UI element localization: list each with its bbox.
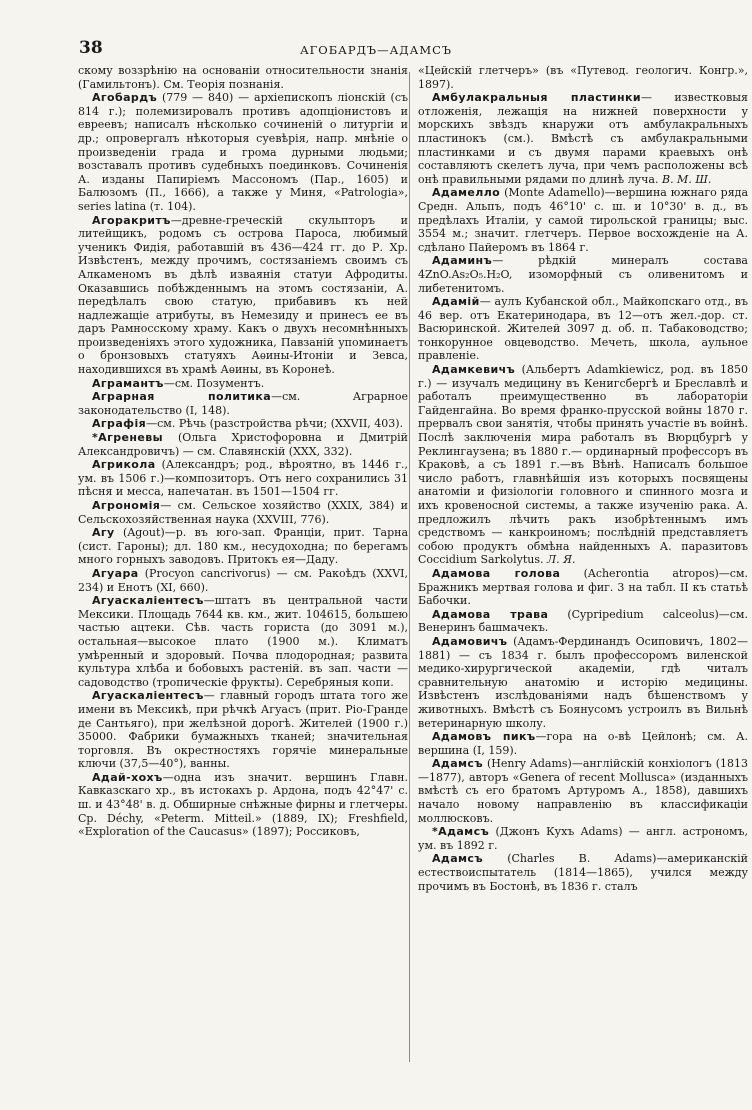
entry-headword: Агуаскаліентесъ — [92, 689, 204, 703]
entry-headword: Агобардъ — [92, 91, 158, 105]
entry-headword: Агрикола — [92, 458, 156, 472]
entry-headword: Агрономія — [92, 499, 161, 512]
dictionary-entry: Адамовъ пикъ—гора на о-вѣ Цейлонѣ; см. А. вершина (I, 159). — [418, 730, 749, 757]
entry-headword: Адамсъ — [432, 757, 483, 771]
entry-headword: Адамовичъ — [432, 634, 508, 648]
dictionary-entry: Адамова голова (Acherontia atropos)—см. Бражникъ мертвая голова и фиг. 3 на табл. II къ статьѣ Бабочки. — [418, 566, 748, 608]
entry-headword: Адамелло — [432, 186, 501, 200]
dictionary-entry: Агуара (Procyon cancrivorus) — см. Ракоѣдъ (XXVI, 234) и Енотъ (XI, 660). — [78, 566, 408, 594]
dictionary-entry: Адамсъ (Henry Adams)—англійскій конхіологъ (1813—1877), авторъ «Genera of recent Mollusca» (изданныхъ вмѣстѣ съ его братомъ Артуромъ А., 1858), давшихъ начало новому направленію въ классификаціи моллюсковъ. — [418, 757, 748, 825]
entry-headword: Агу — [92, 526, 115, 540]
entry-headword: Адамова трава — [432, 607, 549, 621]
entry-headword: Адаминъ — [432, 254, 493, 268]
entry-headword: Агуаскаліентесъ — [92, 594, 204, 608]
dictionary-entry: Агобардъ (779 — 840) — архіепископъ ліонскій (съ 814 г.); полемизировалъ противъ адопціонистовъ и евреевъ; написалъ нѣсколько сочиненій о литургіи и др.; опровергалъ нѣкоторыя суевѣрія, напр. мнѣніе о произведеніи града и грома дурными людьми; возставалъ противъ судебныхъ поединковъ. Сочиненія А. изданы Папиріемъ Массономъ (Пар., 1605) и Балюзомъ (П., 1666), а также у Миня, «Patrologia», series latina (т. 104). — [78, 91, 408, 213]
dictionary-entry: Агрономія— см. Сельское хозяйство (XXIX, 384) и Сельскохозяйственная наука (XXVIII, 776). — [78, 499, 408, 526]
right-column — [418, 64, 748, 893]
running-title: АГОБАРДЪ—АДАМСЪ — [299, 43, 453, 57]
dictionary-entry: Агоракритъ—древне-греческій скульпторъ и литейщикъ, родомъ съ острова Пароса, любимый ученикъ Фидія, работавшій въ 436—424 гг. до Р. Хр. Извѣстенъ, между прочимъ, состязаніемъ своимъ съ Алкаменомъ въ дѣлѣ изваянія статуи Афродиты. Оказавшись побѣжденнымъ на этомъ состязаніи, А. передѣлалъ свою статую, прибавивъ къ ней надлежащіе атрибуты, въ Немезиду и принесъ ее въ даръ Рамносскому храму. Какъ о двухъ несомнѣнныхъ произведеніяхъ этого художника, Павзаній упоминаетъ о бронзовыхъ статуяхъ Аѳины-Итоніи и Зевса, находившихся въ храмѣ Аѳины, въ Коронеѣ. — [78, 213, 408, 377]
entry-headword: Агуара — [92, 566, 139, 580]
entry-headword: Агоракритъ — [92, 213, 171, 227]
entry-headword: Амбулакральныя пластинки — [432, 91, 641, 105]
dictionary-entry: *Адамсъ (Джонъ Кухъ Adams) — англ. астрономъ, ум. въ 1892 г. — [418, 825, 749, 852]
dictionary-entry: «Цейскій глетчеръ» (въ «Путевод. геологич. Конгр.», 1897). — [418, 64, 748, 91]
entry-headword: Адамій — [432, 295, 480, 309]
entry-headword: *Адамсъ — [432, 825, 490, 839]
dictionary-entry: Адамій— аулъ Кубанской обл., Майкопскаго отд., въ 46 вер. отъ Екатеринодара, въ 12—отъ жел.-дор. ст. Васюринской. Жителей 3097 д. об. п. Табаководство; тонкорунное овцеводство. Мечеть, школа, аульное правленіе. — [418, 295, 748, 363]
dictionary-entry: Адамовичъ (Адамъ-Фердинандъ Осиповичъ, 1802—1881) — съ 1834 г. былъ профессоромъ виленской медико-хирургической академіи, гдѣ читалъ сравнительную анатомію и исторію медицины. Извѣстенъ изслѣдованіями надъ бѣшенствомъ у животныхъ. Вмѣстѣ съ Боянусомъ устроилъ въ Вильнѣ ветеринарную школу. — [418, 634, 748, 730]
dictionary-entry: Адамсъ (Charles B. Adams)—американскій естествоиспытатель (1814—1865), учился между прочимъ въ Бостонѣ, въ 1836 г. сталъ — [418, 852, 749, 893]
dictionary-entry: Аграрная политика—см. Аграрное законодательство (I, 148). — [78, 390, 408, 417]
dictionary-entry: Агрикола (Александръ; род., вѣроятно, въ 1446 г., ум. въ 1506 г.)—композиторъ. Отъ него сохранились 31 пѣсня и месса, напечатан. въ 1501—1504 гг. — [78, 458, 408, 499]
dictionary-entry: Агуаскаліентесъ—штатъ въ центральной части Мексики. Площадь 7644 кв. км., жит. 104615, большею частью ацтеки. Сѣв. часть гориста (до 3091 м.), остальная—высокое плато (1900 м.). Климатъ умѣренный и здоровый. Почва плодородная; развита культура хлѣба и бобовыхъ растеній. въ зап. части — садоводство (тропическіе фрукты). Серебряныя копи. — [78, 594, 408, 689]
entry-headword: Адай-хохъ — [92, 770, 163, 784]
dictionary-entry: Адамова трава (Cypripedium calceolus)—см. Венеринъ башмачекъ. — [418, 607, 748, 635]
page-number: 38 — [79, 38, 103, 58]
dictionary-entry: Аграмантъ—см. Позументъ. — [92, 376, 265, 390]
entry-headword: Аграфія — [92, 417, 147, 431]
author-signature: В. М. Ш. — [661, 172, 712, 186]
dictionary-entry: Амбулакральныя пластинки— известковыя отложенія, лежащія на нижней поверхности у морскихъ звѣздъ кнаружи отъ амбулакральныхъ пластинокъ (см.). Вмѣстѣ съ амбулакральными пластинками и съ двумя парами краевыхъ онѣ составляютъ скелетъ луча, при чемъ расположены всѣ онѣ правильными рядами по длинѣ луча. В. М. Ш. — [418, 91, 748, 186]
dictionary-entry: Агуаскаліентесъ— главный городъ штата того же имени въ Мексикѣ, при рѣчкѣ Агуасъ (прит. Ріо-Гранде де Сантьяго), при желѣзной дорогѣ. Жителей (1900 г.) 35000. Фабрики бумажныхъ тканей; значительная торговля. Въ окрестностяхъ горячіе минеральные ключи (37,5—40°), ванны. — [78, 689, 408, 771]
dictionary-entry: скому воззрѣнію на основаніи относительности знанія (Гамильтонъ). См. Теорія познанія. — [78, 64, 408, 91]
entry-headword: Адамова голова — [432, 566, 561, 580]
dictionary-entry: Агу (Agout)—р. въ юго-зап. Франціи, прит. Тарна (сист. Гароны); дл. 180 км., несудоходна; по берегамъ много горныхъ заводовъ. Притокъ ея—Даду. — [78, 526, 409, 567]
entry-headword: Адамкевичъ — [432, 363, 516, 377]
dictionary-entry: *Агреневы (Ольга Христофоровна и Дмитрій Александровичъ) — см. Славянскій (XXX, 332). — [78, 431, 408, 458]
dictionary-entry: Адаминъ— рѣдкій минералъ состава 4ZnO.As₂O₅.H₂O, изоморфный съ оливенитомъ и либетенитомъ. — [418, 254, 748, 295]
page-header — [0, 30, 752, 60]
column-divider — [409, 72, 410, 1062]
entry-headword: Аграрная политика — [92, 390, 272, 404]
dictionary-entry: Адамелло (Monte Adamello)—вершина южнаго ряда Средн. Альпъ, подъ 46°10' с. ш. и 10°30' в. д., въ предѣлахъ Италіи, у самой тирольской границы; выс. 3554 м.; значит. глетчеръ. Первое восхожденіе на А. сдѣлано Пайеромъ въ 1864 г. — [418, 186, 748, 254]
entry-headword: Аграмантъ — [92, 376, 164, 390]
dictionary-entry: Адай-хохъ—одна изъ значит. вершинъ Главн. Кавказскаго хр., въ истокахъ р. Ардона, подъ 42°47' с. ш. и 43°48' в. д. Обширные снѣжные фирны и глетчеры. Ср. Déchy, «Peterm. Mitteil.» (1889, IX); Freshfield, «Exploration of the Caucasus» (1897); Россиковъ, — [78, 770, 408, 839]
entry-headword: Адамовъ пикъ — [432, 730, 536, 744]
dictionary-entry: Адамкевичъ (Альбертъ Adamkiewicz, род. въ 1850 г.) — изучалъ медицину въ Кенигсбергѣ и Бреславлѣ и работалъ преимущественно въ лабораторіи Гайденгайна. Во время франко-прусской войны 1870 г. прервалъ свои занятія, чтобы принять участіе въ войнѣ. Послѣ заключенія мира работалъ въ Вюрцбургѣ у Реклингаузена; въ 1880 г.— ординарный профессоръ въ Краковѣ, а съ 1891 г.—въ Вѣнѣ. Написалъ большое число работъ, главнѣйшія изъ которыхъ посвящены анатоміи и физіологіи головного и спинного мозга и ихъ кровеносной системы, а также изученію рака. А. предложилъ лѣчить ракъ изобрѣтеннымъ имъ средствомъ — канкроиномъ; послѣдній представляетъ собою продуктъ обмѣна найденныхъ А. паразитовъ Coccidium Sarkolytus. Л. Я. — [418, 363, 749, 567]
entry-headword: *Агреневы — [92, 431, 163, 445]
left-column — [78, 64, 408, 839]
author-signature: Л. Я. — [546, 553, 576, 567]
dictionary-entry: Аграфія—см. Рѣчь (разстройства рѣчи; (XXVII, 403). — [92, 417, 404, 431]
entry-headword: Адамсъ — [432, 852, 483, 866]
